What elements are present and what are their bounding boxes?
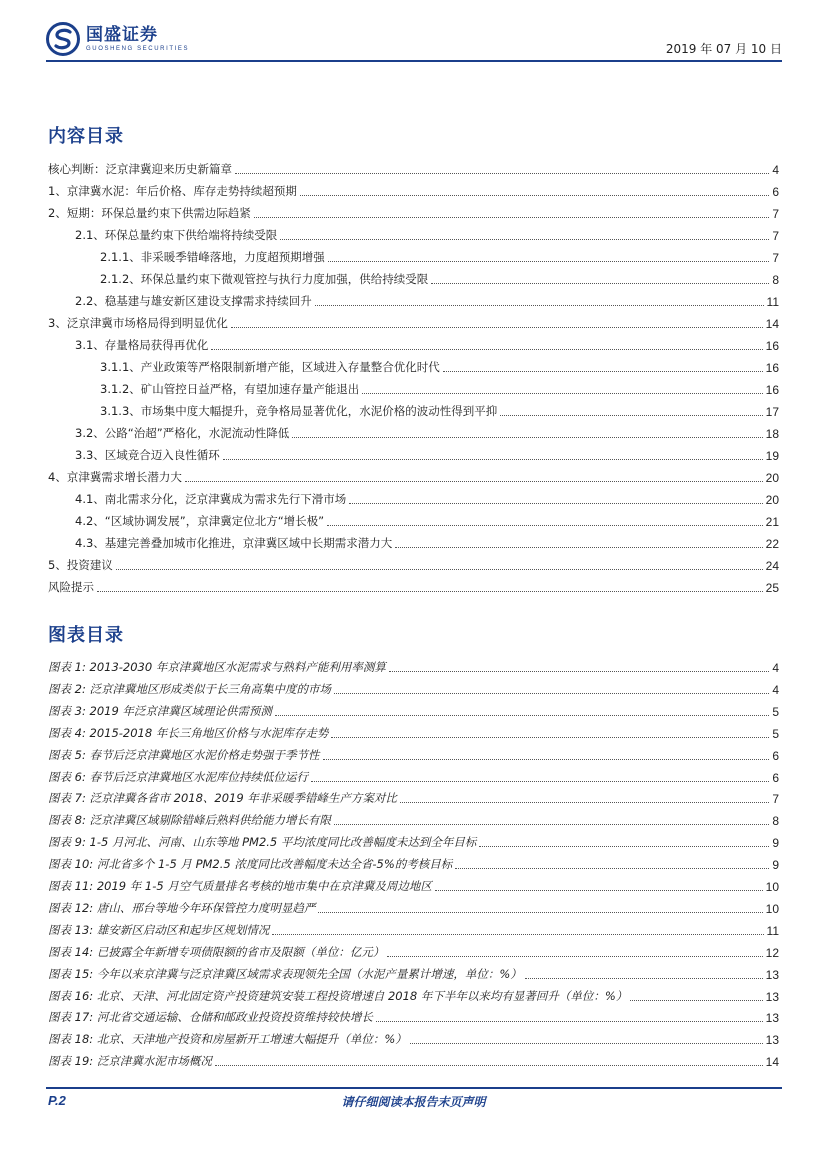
dot-leader bbox=[334, 824, 769, 825]
dot-leader bbox=[376, 1021, 763, 1022]
dot-leader bbox=[254, 217, 769, 218]
dot-leader bbox=[300, 195, 769, 196]
figure-entry-page: 11 bbox=[766, 924, 779, 938]
figure-entry[interactable] bbox=[48, 1009, 779, 1025]
toc-entry[interactable] bbox=[75, 425, 779, 441]
toc-entry-label: 4、京津冀需求增长潜力大 bbox=[48, 470, 182, 484]
figure-entry-page: 9 bbox=[772, 836, 779, 850]
dot-leader bbox=[311, 781, 769, 782]
toc-entry-page: 25 bbox=[765, 581, 779, 595]
toc-entry[interactable] bbox=[48, 579, 779, 595]
figure-entry-page: 13 bbox=[765, 1011, 779, 1025]
figure-entry[interactable] bbox=[48, 659, 779, 675]
toc-entry-page: 24 bbox=[765, 559, 779, 573]
figure-entry-label: 图表 16: 北京、天津、河北固定资产投资建筑安装工程投资增速自 2018 年下半年以来均有显著回升（单位：%） bbox=[48, 989, 628, 1003]
figure-entry[interactable] bbox=[48, 790, 779, 806]
dot-leader bbox=[327, 525, 763, 526]
dot-leader bbox=[328, 261, 770, 262]
figure-entry[interactable] bbox=[48, 988, 779, 1004]
dot-leader bbox=[185, 481, 763, 482]
toc-entry[interactable] bbox=[48, 469, 779, 485]
dot-leader bbox=[400, 802, 769, 803]
dot-leader bbox=[315, 305, 764, 306]
dot-leader bbox=[331, 737, 769, 738]
dot-leader bbox=[280, 239, 769, 240]
toc-entry-page: 22 bbox=[765, 537, 779, 551]
dot-leader bbox=[525, 978, 763, 979]
toc-entry-label: 3.3、区域竞合迈入良性循环 bbox=[75, 448, 220, 462]
dot-leader bbox=[630, 1000, 762, 1001]
dot-leader bbox=[455, 868, 769, 869]
toc-entry-page: 18 bbox=[765, 427, 779, 441]
toc-entry-page: 4 bbox=[772, 163, 779, 177]
toc-entry[interactable] bbox=[75, 447, 779, 463]
toc-entry-page: 6 bbox=[772, 185, 779, 199]
toc-entry-page: 20 bbox=[765, 471, 779, 485]
dot-leader bbox=[215, 1065, 763, 1066]
figure-entry[interactable] bbox=[48, 703, 779, 719]
figure-entry-label: 图表 19: 泛京津冀水泥市场概况 bbox=[48, 1054, 212, 1068]
toc-entry-label: 2.2、稳基建与雄安新区建设支撑需求持续回升 bbox=[75, 294, 312, 308]
toc-entry-label: 3.2、公路“治超”严格化，水泥流动性降低 bbox=[75, 426, 290, 440]
figure-entry-label: 图表 1: 2013-2030 年京津冀地区水泥需求与熟料产能利用率测算 bbox=[48, 660, 386, 674]
figure-entry-page: 14 bbox=[765, 1055, 779, 1069]
toc-entry-label: 3.1、存量格局获得再优化 bbox=[75, 338, 209, 352]
toc-entry-label: 5、投资建议 bbox=[48, 558, 113, 572]
toc-entry-label: 2.1、环保总量约束下供给端将持续受限 bbox=[75, 228, 278, 242]
toc-entry-page: 17 bbox=[765, 405, 779, 419]
toc-entry-page: 7 bbox=[772, 251, 779, 265]
figure-entry[interactable] bbox=[48, 878, 779, 894]
figures-title: 图表目录 bbox=[48, 625, 124, 646]
figure-entry-label: 图表 15: 今年以来京津冀与泛京津冀区域需求表现领先全国（水泥产量累计增速，单位：%） bbox=[48, 967, 522, 981]
figure-entry-label: 图表 17: 河北省交通运输、仓储和邮政业投资投资维持较快增长 bbox=[48, 1010, 373, 1024]
dot-leader bbox=[479, 846, 769, 847]
dot-leader bbox=[272, 934, 763, 935]
toc-entry-label: 风险提示 bbox=[48, 580, 94, 594]
header-divider bbox=[46, 60, 782, 62]
figure-entry-page: 13 bbox=[765, 968, 779, 982]
dot-leader bbox=[323, 759, 770, 760]
figure-entry-label: 图表 14: 已披露全年新增专项债限额的省市及限额（单位：亿元） bbox=[48, 945, 385, 959]
dot-leader bbox=[275, 715, 769, 716]
figure-entry-label: 图表 12: 唐山、邢台等地今年环保管控力度明显趋严 bbox=[48, 901, 316, 915]
toc-entry-label: 3.1.2、矿山管控日益严格，有望加速存量产能退出 bbox=[100, 382, 360, 396]
toc-entry[interactable] bbox=[75, 535, 779, 551]
toc-entry[interactable] bbox=[100, 271, 779, 287]
toc-entry[interactable] bbox=[75, 491, 779, 507]
figure-entry[interactable] bbox=[48, 725, 779, 741]
figure-entry-page: 13 bbox=[765, 990, 779, 1004]
toc-entry-label: 4.3、基建完善叠加城市化推进，京津冀区域中长期需求潜力大 bbox=[75, 536, 393, 550]
toc-entry-page: 11 bbox=[766, 295, 779, 309]
toc-entry[interactable] bbox=[48, 205, 779, 221]
toc-entry-page: 7 bbox=[772, 207, 779, 221]
toc-entry[interactable] bbox=[100, 403, 779, 419]
dot-leader bbox=[318, 912, 762, 913]
toc-entry-label: 4.2、“区域协调发展”，京津冀定位北方“增长极” bbox=[75, 514, 325, 528]
figure-entry-label: 图表 11: 2019 年 1-5 月空气质量排名考核的地市集中在京津冀及周边地区 bbox=[48, 879, 432, 893]
toc-entry[interactable] bbox=[75, 227, 779, 243]
toc-entry-page: 8 bbox=[772, 273, 779, 287]
figure-entry-label: 图表 10: 河北省多个 1-5 月 PM2.5 浓度同比改善幅度未达全省-5%的考核目标 bbox=[48, 857, 453, 871]
figure-entry-page: 10 bbox=[765, 880, 779, 894]
figure-entry[interactable] bbox=[48, 747, 779, 763]
company-logo bbox=[46, 22, 189, 56]
dot-leader bbox=[431, 283, 769, 284]
figure-entry[interactable] bbox=[48, 966, 779, 982]
figure-entry-label: 图表 7: 泛京津冀各省市 2018、2019 年非采暖季错峰生产方案对比 bbox=[48, 791, 397, 805]
figure-entry[interactable] bbox=[48, 769, 779, 785]
figure-entry-label: 图表 9: 1-5 月河北、河南、山东等地 PM2.5 平均浓度同比改善幅度未达到全年目标 bbox=[48, 835, 477, 849]
figure-entry[interactable] bbox=[48, 944, 779, 960]
dot-leader bbox=[231, 327, 763, 328]
toc-entry-label: 1、京津冀水泥：年后价格、库存走势持续超预期 bbox=[48, 184, 297, 198]
toc-entry-page: 20 bbox=[765, 493, 779, 507]
figure-entry[interactable] bbox=[48, 681, 779, 697]
figure-entry-page: 6 bbox=[772, 749, 779, 763]
dot-leader bbox=[435, 890, 763, 891]
dot-leader bbox=[387, 956, 762, 957]
toc-entry-label: 2.1.1、非采暖季错峰落地，力度超预期增强 bbox=[100, 250, 325, 264]
toc-entry[interactable] bbox=[48, 183, 779, 199]
brand-name-en: GUOSHENG SECURITIES bbox=[86, 46, 190, 52]
dot-leader bbox=[97, 591, 763, 592]
toc-entry[interactable] bbox=[48, 161, 779, 177]
figure-entry-page: 7 bbox=[772, 792, 779, 806]
toc-entry-page: 16 bbox=[765, 361, 779, 375]
dot-leader bbox=[223, 459, 763, 460]
toc-entry[interactable] bbox=[75, 337, 779, 353]
page-number: P.2 bbox=[48, 1093, 66, 1108]
figure-entry-page: 6 bbox=[772, 771, 779, 785]
figure-entry-label: 图表 13: 雄安新区启动区和起步区规划情况 bbox=[48, 923, 270, 937]
toc-entry[interactable] bbox=[75, 513, 779, 529]
toc-entry-label: 2、短期：环保总量约束下供需边际趋紧 bbox=[48, 206, 251, 220]
dot-leader bbox=[334, 693, 769, 694]
toc-entry-label: 核心判断：泛京津冀迎来历史新篇章 bbox=[48, 162, 232, 176]
figure-entry[interactable] bbox=[48, 856, 779, 872]
dot-leader bbox=[362, 393, 762, 394]
toc-entry-label: 2.1.2、环保总量约束下微观管控与执行力度加强，供给持续受限 bbox=[100, 272, 429, 286]
toc-entry-label: 3、泛京津冀市场格局得到明显优化 bbox=[48, 316, 228, 330]
figure-entry-label: 图表 18: 北京、天津地产投资和房屋新开工增速大幅提升（单位：%） bbox=[48, 1032, 407, 1046]
figure-entry-label: 图表 6: 春节后泛京津冀地区水泥库位持续低位运行 bbox=[48, 770, 308, 784]
toc-entry[interactable] bbox=[100, 381, 779, 397]
toc-entry[interactable] bbox=[100, 359, 779, 375]
brand-name-cn: 国盛证券 bbox=[86, 25, 158, 45]
figure-entry-page: 4 bbox=[772, 661, 779, 675]
page-header bbox=[46, 22, 782, 62]
toc-title: 内容目录 bbox=[48, 126, 124, 147]
figure-entry-page: 13 bbox=[765, 1033, 779, 1047]
dot-leader bbox=[292, 437, 762, 438]
figure-entry[interactable] bbox=[48, 1053, 779, 1069]
figure-entry[interactable] bbox=[48, 834, 779, 850]
toc-entry-label: 4.1、南北需求分化，泛京津冀成为需求先行下滑市场 bbox=[75, 492, 347, 506]
toc-entry-label: 3.1.1、产业政策等严格限制新增产能，区域进入存量整合优化时代 bbox=[100, 360, 440, 374]
toc-entry-page: 19 bbox=[765, 449, 779, 463]
figure-entry-label: 图表 4: 2015-2018 年长三角地区价格与水泥库存走势 bbox=[48, 726, 329, 740]
toc-entry[interactable] bbox=[48, 557, 779, 573]
disclaimer-note: 请仔细阅读本报告末页声明 bbox=[341, 1095, 486, 1109]
figure-entry-page: 4 bbox=[772, 683, 779, 697]
figure-entry-label: 图表 5: 春节后泛京津冀地区水泥价格走势强于季节性 bbox=[48, 748, 320, 762]
figure-entry[interactable] bbox=[48, 922, 779, 938]
dot-leader bbox=[395, 547, 762, 548]
figure-entry[interactable] bbox=[48, 900, 779, 916]
dot-leader bbox=[235, 173, 769, 174]
figure-entry-label: 图表 8: 泛京津冀区域剔除错峰后熟料供给能力增长有限 bbox=[48, 813, 331, 827]
figure-entry[interactable] bbox=[48, 1031, 779, 1047]
figure-entry-page: 10 bbox=[765, 902, 779, 916]
toc-entry-page: 21 bbox=[765, 515, 779, 529]
toc-entry-page: 16 bbox=[765, 339, 779, 353]
dot-leader bbox=[500, 415, 762, 416]
toc-entry[interactable] bbox=[48, 315, 779, 331]
dot-leader bbox=[211, 349, 762, 350]
figure-entry-page: 12 bbox=[765, 946, 779, 960]
dot-leader bbox=[443, 371, 763, 372]
toc-entry-page: 14 bbox=[765, 317, 779, 331]
toc-entry-page: 7 bbox=[772, 229, 779, 243]
toc-entry[interactable] bbox=[100, 249, 779, 265]
dot-leader bbox=[116, 569, 763, 570]
toc-entry-label: 3.1.3、市场集中度大幅提升，竞争格局显著优化，水泥价格的波动性得到平抑 bbox=[100, 404, 498, 418]
toc-entry-page: 16 bbox=[765, 383, 779, 397]
dot-leader bbox=[410, 1043, 763, 1044]
toc-entry[interactable] bbox=[75, 293, 779, 309]
figure-entry[interactable] bbox=[48, 812, 779, 828]
guosheng-logo-icon bbox=[46, 22, 80, 56]
report-date: 2019 年 07 月 10 日 bbox=[665, 42, 782, 56]
figure-entry-page: 5 bbox=[772, 705, 779, 719]
figure-entry-label: 图表 2: 泛京津冀地区形成类似于长三角高集中度的市场 bbox=[48, 682, 331, 696]
dot-leader bbox=[389, 671, 769, 672]
figure-entry-label: 图表 3: 2019 年泛京津冀区域理论供需预测 bbox=[48, 704, 272, 718]
dot-leader bbox=[349, 503, 762, 504]
figure-entry-page: 8 bbox=[772, 814, 779, 828]
figure-entry-page: 9 bbox=[772, 858, 779, 872]
figure-entry-page: 5 bbox=[772, 727, 779, 741]
footer-divider bbox=[46, 1087, 782, 1089]
